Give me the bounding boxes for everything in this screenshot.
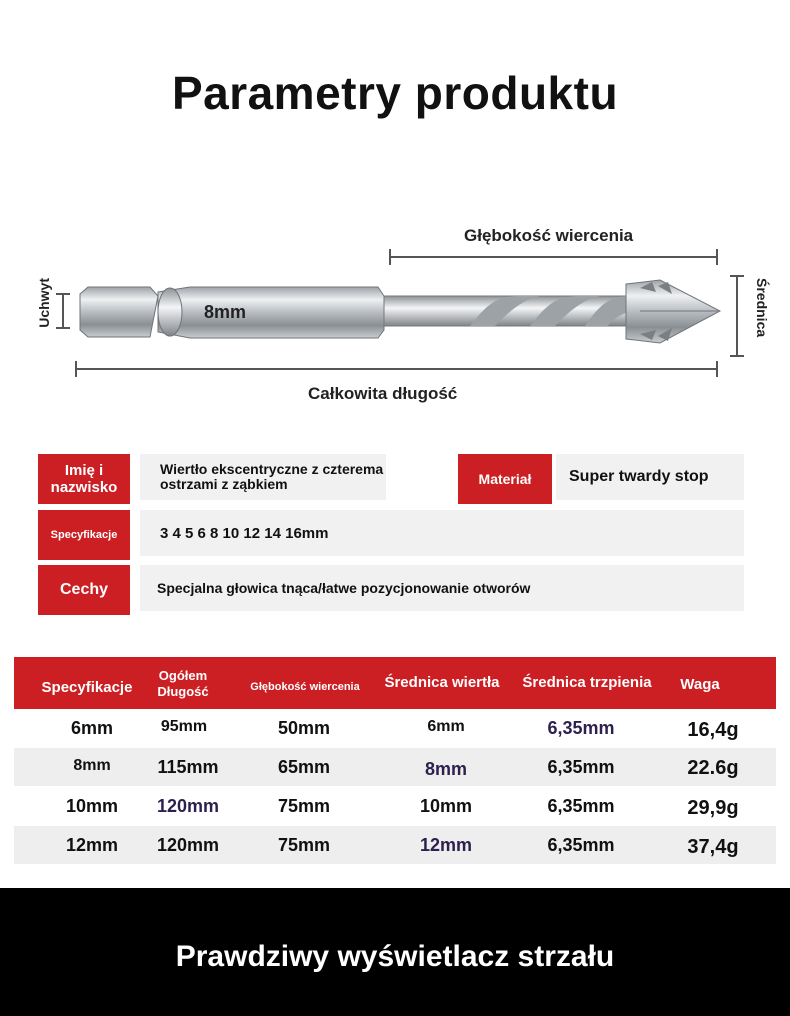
cell-weight: 16,4g	[687, 719, 739, 741]
name-value-cell: Wiertło ekscentryczne z czterema ostrzami z ząbkiem	[140, 454, 386, 500]
cell-spec: 6mm	[70, 718, 114, 738]
spec-table-header	[14, 657, 776, 709]
th-spec: Specyfikacje	[41, 679, 133, 696]
cell-bit-diameter: 8mm	[424, 759, 468, 779]
footer-banner	[0, 888, 790, 1016]
spec-label-cell: Specyfikacje	[38, 510, 130, 560]
cross-tip	[626, 280, 720, 343]
material-label-cell: Materiał	[458, 454, 552, 504]
drill-body	[384, 296, 634, 326]
cell-shank-diameter: 6,35mm	[547, 718, 615, 738]
handle-label: Uchwyt	[36, 278, 52, 328]
total-length-dimension-line	[76, 361, 717, 377]
footer-text: Prawdziwy wyświetlacz strzału	[175, 940, 615, 973]
cell-depth: 50mm	[277, 718, 331, 738]
drill-illustration	[0, 0, 790, 420]
page-title: Parametry produktu	[171, 67, 619, 119]
th-weight: Waga	[680, 676, 720, 693]
material-value-cell: Super twardy stop	[556, 454, 744, 500]
table-row	[14, 787, 776, 825]
th-total-length: Ogółem Długość	[157, 668, 209, 699]
cell-total-length: 120mm	[156, 796, 220, 816]
table-row	[14, 748, 776, 786]
cell-bit-diameter: 6mm	[427, 718, 465, 735]
cell-shank-diameter: 6,35mm	[547, 796, 615, 816]
shank-size-label: 8mm	[204, 302, 247, 322]
cell-weight: 29,9g	[687, 797, 739, 819]
spec-value-cell: 3 4 5 6 8 10 12 14 16mm	[140, 510, 744, 556]
handle-dimension-line	[56, 294, 70, 328]
cell-total-length: 120mm	[156, 835, 220, 855]
th-shank-diameter: Średnica trzpienia	[522, 674, 652, 691]
cell-total-length: 115mm	[157, 757, 219, 777]
diameter-dimension-line	[730, 276, 744, 356]
diameter-label: Średnica	[754, 278, 770, 338]
drill-diagram	[0, 0, 790, 420]
cell-depth: 65mm	[277, 757, 331, 777]
cell-total-length: 95mm	[160, 718, 208, 735]
cell-bit-diameter: 10mm	[419, 796, 473, 816]
name-label-cell: Imię i nazwisko	[38, 454, 130, 504]
cell-shank-diameter: 6,35mm	[547, 835, 615, 855]
cell-shank-diameter: 6,35mm	[547, 757, 615, 777]
th-bit-diameter: Średnica wiertła	[384, 674, 500, 691]
depth-dimension-line	[390, 249, 717, 265]
features-value-cell: Specjalna głowica tnąca/łatwe pozycjonowanie otworów	[140, 565, 744, 611]
cell-depth: 75mm	[277, 835, 331, 855]
drilling-depth-label: Głębokość wiercenia	[464, 226, 634, 245]
cell-depth: 75mm	[277, 796, 331, 816]
cell-spec: 8mm	[73, 757, 111, 774]
table-row	[14, 709, 776, 747]
features-label-cell: Cechy	[38, 565, 130, 615]
cell-bit-diameter: 12mm	[419, 835, 473, 855]
table-row	[14, 826, 776, 864]
th-depth: Głębokość wiercenia	[250, 681, 360, 693]
cell-weight: 22.6g	[687, 757, 739, 779]
cell-spec: 12mm	[65, 835, 119, 855]
cell-weight: 37,4g	[687, 836, 739, 858]
cell-spec: 10mm	[65, 796, 119, 816]
total-length-label: Całkowita długość	[308, 384, 458, 403]
